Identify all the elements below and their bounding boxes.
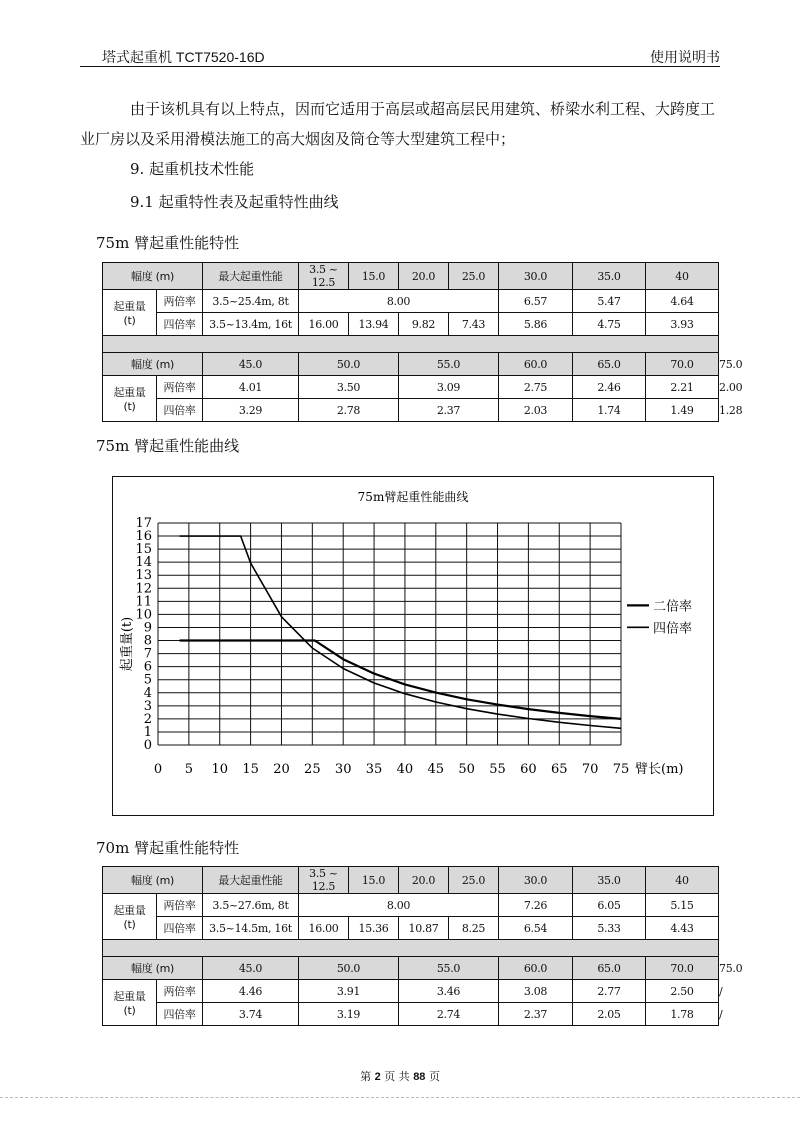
four-fall-label: 四倍率 — [157, 917, 203, 940]
two-fall-label: 两倍率 — [157, 290, 203, 313]
range-cell: 45.0 — [203, 957, 299, 980]
legend-label: 二倍率 — [653, 599, 693, 615]
value-cell: 4.01 — [203, 376, 299, 399]
two-fall-label: 两倍率 — [157, 894, 203, 917]
footer-pre: 第 — [360, 1070, 372, 1083]
x-tick-label: 45 — [427, 762, 445, 777]
value-cell: 16.00 — [299, 917, 349, 940]
two-fall-max: 3.5~27.6m, 8t — [203, 894, 299, 917]
x-tick-label: 40 — [396, 762, 414, 777]
y-tick-label: 7 — [143, 646, 152, 662]
y-tick-label: 17 — [135, 516, 152, 531]
x-tick-label: 0 — [153, 762, 163, 777]
table-70m-title: 70m 臂起重性能特性 — [96, 839, 240, 857]
value-cell: 3.50 — [299, 376, 399, 399]
range-cell: 30.0 — [499, 867, 573, 894]
load-unit: (t) — [123, 918, 136, 931]
table-75m-header-row-2: 幅度 (m) 45.0 50.0 55.0 60.0 65.0 70.0 75.0 — [103, 353, 719, 376]
range-cell: 65.0 — [573, 957, 646, 980]
table-spacer — [103, 336, 719, 353]
value-cell: 9.82 — [399, 313, 449, 336]
total-pages: 88 — [413, 1071, 426, 1083]
table-70m-two-fall-row — [103, 894, 719, 917]
y-tick-label: 16 — [135, 529, 152, 545]
table-70m-two-fall-row-2: 起重量 (t) 两倍率 4.46 3.91 3.46 3.08 2.77 2.50 / — [103, 980, 719, 1003]
x-tick-label: 60 — [520, 762, 537, 777]
table-spacer-row — [103, 336, 719, 353]
two-fall-merged-value: 8.00 — [299, 290, 499, 313]
page-footer — [0, 1068, 800, 1084]
value-cell: 6.54 — [499, 917, 573, 940]
y-tick-label: 14 — [135, 555, 152, 571]
header-product: 塔式起重机 TCT7520-16D — [102, 49, 265, 65]
y-tick-label: 6 — [143, 659, 152, 675]
value-cell: 2.37 — [399, 399, 499, 422]
load-curve-svg — [113, 477, 713, 815]
load-unit: (t) — [123, 314, 136, 327]
range-cell: 15.0 — [349, 263, 399, 290]
load-label-cell — [103, 980, 157, 1026]
four-fall-label: 四倍率 — [157, 1003, 203, 1026]
value-cell: 3.91 — [299, 980, 399, 1003]
table-75m-four-fall-row-2: 四倍率 3.29 2.78 2.37 2.03 1.74 1.49 1.28 — [103, 399, 719, 422]
x-tick-label: 55 — [489, 762, 506, 777]
table-75m-two-fall-row — [103, 290, 719, 313]
four-fall-label: 四倍率 — [157, 313, 203, 336]
load-label: 起重量 — [113, 904, 146, 917]
y-tick-label: 8 — [143, 633, 152, 649]
x-tick-label: 25 — [304, 762, 321, 777]
value-cell: 10.87 — [399, 917, 449, 940]
range-cell: 40 — [646, 263, 719, 290]
load-label: 起重量 — [113, 990, 146, 1003]
two-fall-merged-value: 8.00 — [299, 894, 499, 917]
value-cell: 5.86 — [499, 313, 573, 336]
range-cell: 60.0 — [499, 957, 573, 980]
value-cell: 4.46 — [203, 980, 299, 1003]
range-cell: 50.0 — [299, 353, 399, 376]
legend-label: 四倍率 — [653, 621, 693, 637]
range-cell: 70.0 — [646, 353, 719, 376]
table-75m-four-fall-row — [103, 313, 719, 336]
x-tick-label: 70 — [581, 762, 599, 777]
table-75m-header-row-1 — [103, 263, 719, 290]
range-cell: 35.0 — [573, 263, 646, 290]
four-fall-label: 四倍率 — [157, 399, 203, 422]
y-tick-label: 11 — [135, 594, 152, 610]
value-cell: 2.03 — [499, 399, 573, 422]
value-cell: 5.33 — [573, 917, 646, 940]
y-tick-label: 5 — [143, 672, 152, 688]
x-tick-label: 75 — [612, 762, 630, 777]
y-tick-label: 3 — [143, 698, 152, 714]
range-cell: 35.0 — [573, 867, 646, 894]
section-9-heading: 9. 起重机技术性能 — [130, 160, 255, 178]
range-cell: 60.0 — [499, 353, 573, 376]
load-label-cell — [103, 290, 157, 336]
page-header — [80, 44, 720, 67]
value-cell: 5.47 — [573, 290, 646, 313]
amplitude-label: 幅度 (m) — [103, 957, 203, 980]
value-cell: 2.46 — [573, 376, 646, 399]
value-cell: 4.75 — [573, 313, 646, 336]
page-number: 2 — [374, 1071, 381, 1083]
range-cell: 20.0 — [399, 263, 449, 290]
table-75m-load — [102, 262, 743, 422]
range-cell: 50.0 — [299, 957, 399, 980]
value-cell: 15.36 — [349, 917, 399, 940]
y-tick-label: 2 — [143, 711, 152, 727]
x-tick-label: 30 — [334, 762, 352, 777]
range-cell: 30.0 — [499, 263, 573, 290]
header-doc-type: 使用说明书 — [650, 49, 720, 65]
two-fall-label: 两倍率 — [157, 980, 203, 1003]
value-cell: 2.74 — [399, 1003, 499, 1026]
range-cell: 3.5 ~ 12.5 — [299, 867, 349, 894]
four-fall-max: 3.5~14.5m, 16t — [203, 917, 299, 940]
value-cell: 16.00 — [299, 313, 349, 336]
range-cell: 3.5 ~ 12.5 — [299, 263, 349, 290]
value-cell: 3.46 — [399, 980, 499, 1003]
y-tick-label: 1 — [143, 724, 152, 740]
value-cell: 2.78 — [299, 399, 399, 422]
value-cell: 1.49 — [646, 399, 719, 422]
load-curve-chart — [112, 476, 714, 816]
value-cell: 3.93 — [646, 313, 719, 336]
load-label-cell — [103, 894, 157, 940]
value-cell: 2.77 — [573, 980, 646, 1003]
value-cell: 2.21 — [646, 376, 719, 399]
section-9-1-heading: 9.1 起重特性表及起重特性曲线 — [130, 193, 339, 211]
table-spacer — [103, 940, 719, 957]
x-tick-label: 10 — [211, 762, 229, 777]
value-cell: 3.29 — [203, 399, 299, 422]
y-tick-label: 9 — [143, 620, 152, 636]
load-unit: (t) — [123, 400, 136, 413]
x-tick-label: 35 — [365, 762, 383, 777]
value-cell: 7.43 — [449, 313, 499, 336]
y-axis-label: 起重量(t) — [120, 616, 135, 672]
table-70m-four-fall-row-2: 四倍率 3.74 3.19 2.74 2.37 2.05 1.78 / — [103, 1003, 719, 1026]
table-70m-four-fall-row — [103, 917, 719, 940]
value-cell: 3.08 — [499, 980, 573, 1003]
x-tick-label: 50 — [458, 762, 475, 777]
value-cell: 3.19 — [299, 1003, 399, 1026]
footer-mid: 页 共 — [384, 1070, 410, 1083]
value-cell: 6.57 — [499, 290, 573, 313]
amplitude-label: 幅度 (m) — [103, 353, 203, 376]
value-cell: 2.37 — [499, 1003, 573, 1026]
value-cell: 3.74 — [203, 1003, 299, 1026]
max-capacity-label: 最大起重性能 — [203, 263, 299, 290]
range-cell: 25.0 — [449, 867, 499, 894]
y-tick-label: 13 — [135, 568, 152, 584]
value-cell: 4.64 — [646, 290, 719, 313]
series-line — [180, 536, 621, 728]
four-fall-max: 3.5~13.4m, 16t — [203, 313, 299, 336]
value-cell: 3.09 — [399, 376, 499, 399]
value-cell: 8.25 — [449, 917, 499, 940]
value-cell: 13.94 — [349, 313, 399, 336]
value-cell: 1.78 — [646, 1003, 719, 1026]
two-fall-label: 两倍率 — [157, 376, 203, 399]
range-cell: 55.0 — [399, 957, 499, 980]
range-cell: 20.0 — [399, 867, 449, 894]
intro-paragraph: 由于该机具有以上特点，因而它适用于高层或超高层民用建筑、桥梁水利工程、大跨度工业厂房以及采用滑模法施工的高大烟囱及筒仓等大型建筑工程中； — [80, 100, 716, 148]
value-cell: 7.26 — [499, 894, 573, 917]
y-tick-label: 15 — [135, 542, 152, 558]
x-tick-label: 5 — [184, 762, 194, 777]
curve-section-title: 75m 臂起重性能曲线 — [96, 437, 240, 455]
range-cell: 15.0 — [349, 867, 399, 894]
load-label: 起重量 — [113, 300, 146, 313]
range-cell: 70.0 — [646, 957, 719, 980]
range-cell: 45.0 — [203, 353, 299, 376]
range-cell: 65.0 — [573, 353, 646, 376]
table-75m-title: 75m 臂起重性能特性 — [96, 234, 240, 252]
value-cell: 2.75 — [499, 376, 573, 399]
range-cell: 55.0 — [399, 353, 499, 376]
value-cell: 4.43 — [646, 917, 719, 940]
footer-post: 页 — [428, 1070, 440, 1083]
range-cell: 40 — [646, 867, 719, 894]
load-label: 起重量 — [113, 386, 146, 399]
y-tick-label: 12 — [135, 581, 152, 597]
x-tick-label: 65 — [550, 762, 568, 777]
bottom-divider — [0, 1097, 800, 1098]
y-tick-label: 10 — [135, 607, 152, 623]
chart-title: 75m臂起重性能曲线 — [357, 490, 469, 504]
table-spacer-row — [103, 940, 719, 957]
range-cell: 25.0 — [449, 263, 499, 290]
value-cell: 5.15 — [646, 894, 719, 917]
value-cell: 2.50 — [646, 980, 719, 1003]
amplitude-label: 幅度 (m) — [103, 867, 203, 894]
y-tick-label: 0 — [143, 738, 152, 753]
x-tick-label: 15 — [242, 762, 259, 777]
y-tick-label: 4 — [143, 685, 152, 701]
value-cell: 6.05 — [573, 894, 646, 917]
load-unit: (t) — [123, 1004, 136, 1017]
value-cell: 1.74 — [573, 399, 646, 422]
amplitude-label: 幅度 (m) — [103, 263, 203, 290]
table-70m-header-row-2: 幅度 (m) 45.0 50.0 55.0 60.0 65.0 70.0 75.0 — [103, 957, 719, 980]
max-capacity-label: 最大起重性能 — [203, 867, 299, 894]
table-70m-load — [102, 866, 743, 1026]
x-tick-label: 20 — [273, 762, 290, 777]
x-axis-label: 臂长(m) — [635, 762, 684, 777]
two-fall-max: 3.5~25.4m, 8t — [203, 290, 299, 313]
load-label-cell — [103, 376, 157, 422]
table-70m-header-row-1 — [103, 867, 719, 894]
table-75m-two-fall-row-2: 起重量 (t) 两倍率 4.01 3.50 3.09 2.75 2.46 2.21 2.00 — [103, 376, 719, 399]
value-cell: 2.05 — [573, 1003, 646, 1026]
